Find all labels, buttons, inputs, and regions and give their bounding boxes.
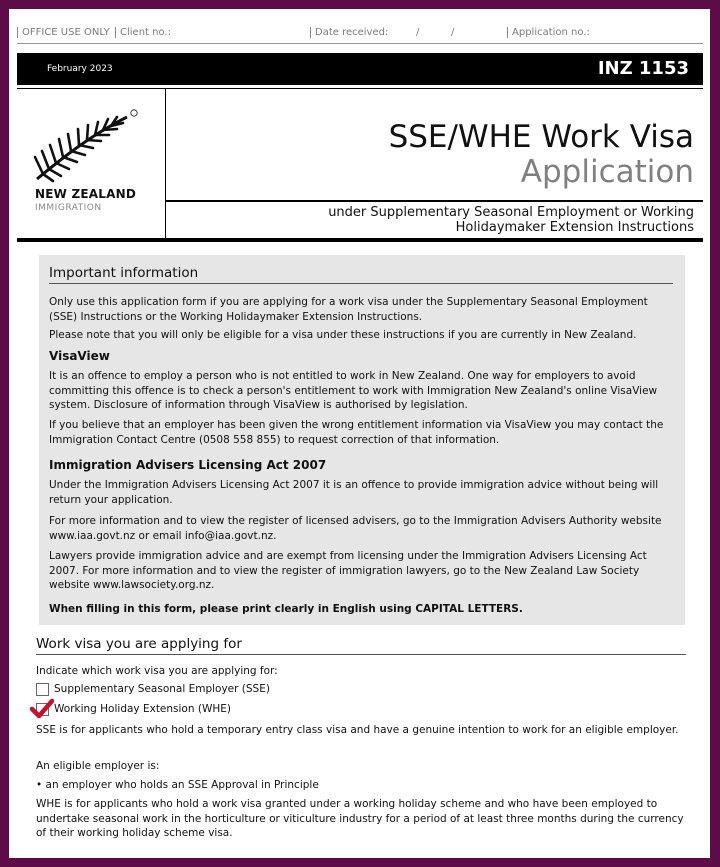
office-use-row: [17, 23, 703, 44]
date-slash-2: /: [451, 27, 455, 38]
logo-text-new-zealand: NEW ZEALAND: [35, 187, 136, 201]
info-paragraph-1: Only use this application form if you are applying for a work visa under the Supplementary Seasonal Employment (SSE) Instructions or the Working Holidaymaker Extension Instructions.: [49, 296, 648, 323]
capital-letters-instruction: When filling in this form, please print clearly in English using CAPITAL LETTERS.: [49, 603, 523, 615]
nz-immigration-logo: [31, 105, 151, 225]
header-mid-rule: [165, 200, 703, 202]
visaview-paragraph-1: It is an offence to employ a person who is not entitled to work in New Zealand. One way for employers to avoid committing this offence is to check a person's entitlement to work with Immigration New Zealand's online VisaView system. Disclosure of information through VisaView is authorised by legislation.: [49, 370, 658, 411]
date-slash-1: /: [416, 27, 420, 38]
sse-checkbox[interactable]: [36, 683, 49, 696]
form-title-application: Application: [520, 154, 694, 190]
whe-description: WHE is for applicants who hold a work visa granted under a working holiday scheme and who have been employed to undertake seasonal work in the horticulture or viticulture industry for a period of at least three months during the currency of their working holiday scheme visa.: [36, 798, 684, 839]
form-title: SSE/WHE Work Visa: [388, 119, 694, 155]
application-no-field[interactable]: Application no.:: [507, 27, 590, 38]
advisers-paragraph-1: Under the Immigration Advisers Licensing Act 2007 it is an offence to provide immigration advice without being will return your application.: [49, 479, 659, 506]
whe-option-label: Working Holiday Extension (WHE): [54, 703, 231, 715]
important-information-box: [39, 255, 685, 625]
form-subtitle: under Supplementary Seasonal Employment or Working Holidaymaker Extension Instructions: [328, 205, 694, 235]
form-code: INZ 1153: [597, 58, 689, 79]
advisers-paragraph-2: For more information and to view the register of licensed advisers, go to the Immigration Advisers Authority website www.iaa.govt.nz or email info@iaa.govt.nz.: [49, 515, 662, 542]
top-bar: [17, 53, 703, 85]
form-date: February 2023: [47, 64, 113, 74]
info-paragraph-2: Please note that you will only be eligible for a visa under these instructions if you are currently in New Zealand.: [49, 329, 637, 341]
office-use-label: OFFICE USE ONLY: [17, 27, 110, 38]
eligible-employer-bullet: • an employer who holds an SSE Approval in Principle: [36, 779, 319, 791]
checkmark-icon: [29, 698, 55, 720]
work-visa-prompt: Indicate which work visa you are applying for:: [36, 665, 278, 677]
work-visa-section-heading: Work visa you are applying for: [36, 636, 686, 655]
form-page: [9, 9, 710, 858]
logo-text-immigration: IMMIGRATION: [35, 203, 102, 213]
client-no-field[interactable]: Client no.:: [115, 27, 171, 38]
visaview-paragraph-2: If you believe that an employer has been given the wrong entitlement information via VisaView you may contact the Immigration Contact Centre (0508 558 855) to request correction of that information.: [49, 419, 664, 446]
sse-description: SSE is for applicants who hold a temporary entry class visa and have a genuine intention to work for an eligible employer.: [36, 724, 679, 736]
header-bottom-rule: [17, 238, 703, 242]
header-rule: [17, 88, 703, 89]
header-divider: [165, 88, 166, 240]
important-information-heading: Important information: [49, 265, 673, 284]
visaview-heading: VisaView: [49, 349, 110, 363]
silver-fern-icon: [31, 105, 141, 185]
eligible-employer-label: An eligible employer is:: [36, 760, 160, 772]
advisers-paragraph-3: Lawyers provide immigration advice and are exempt from licensing under the Immigration Advisers Licensing Act 2007. For more information and to view the register of immigration lawyers, go to the New Zealand Law Society website www.lawsociety.org.nz.: [49, 550, 647, 591]
sse-option-label: Supplementary Seasonal Employer (SSE): [54, 683, 270, 695]
date-received-field[interactable]: Date received:: [310, 27, 388, 38]
advisers-act-heading: Immigration Advisers Licensing Act 2007: [49, 458, 327, 472]
